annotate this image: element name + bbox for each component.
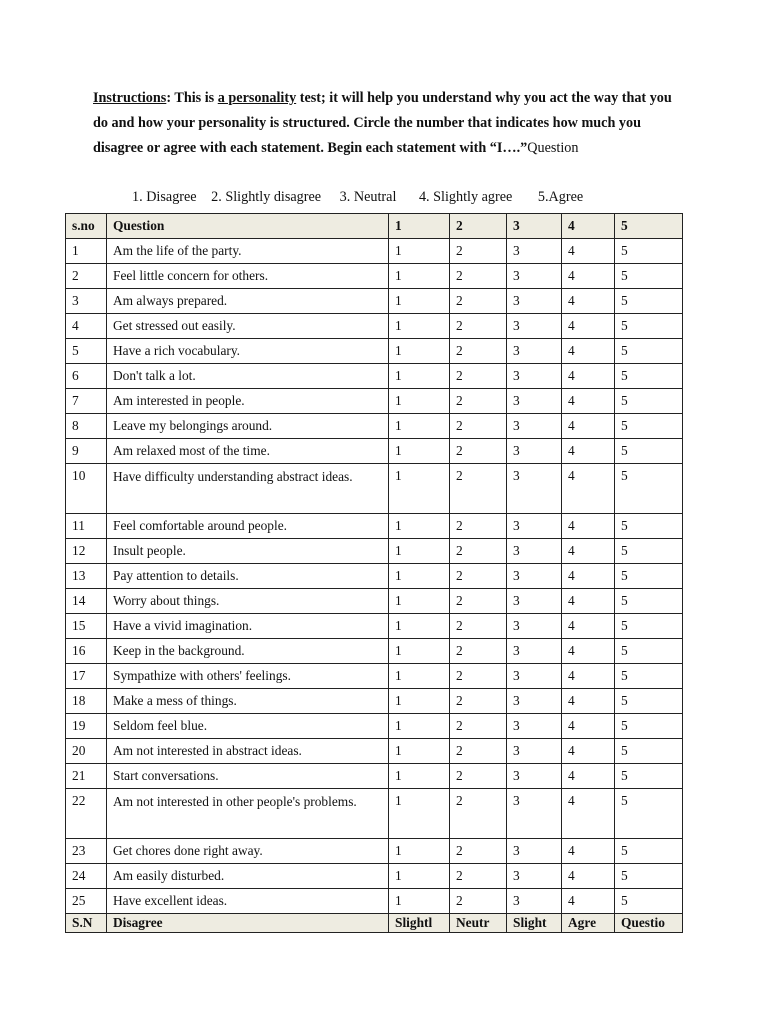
rating-option-cell[interactable]: 4	[562, 589, 615, 614]
row-number-cell: 12	[66, 539, 107, 564]
rating-option-cell[interactable]: 5	[615, 389, 683, 414]
row-number-cell: 3	[66, 289, 107, 314]
rating-option-cell[interactable]: 2	[450, 714, 507, 739]
rating-option-cell[interactable]: 4	[562, 339, 615, 364]
rating-option-cell[interactable]: 5	[615, 764, 683, 789]
instructions-tail: Question	[527, 140, 579, 156]
rating-option-cell[interactable]: 1	[389, 414, 450, 439]
rating-option-cell[interactable]: 2	[450, 739, 507, 764]
question-cell: Feel little concern for others.	[107, 264, 389, 289]
rating-option-cell[interactable]: 2	[450, 439, 507, 464]
row-number-cell: 21	[66, 764, 107, 789]
rating-scale-legend	[132, 187, 583, 207]
rating-option-cell[interactable]: 5	[615, 339, 683, 364]
rating-option-cell[interactable]: 4	[562, 864, 615, 889]
rating-option-cell[interactable]: 5	[615, 739, 683, 764]
header-cell: 3	[507, 214, 562, 239]
rating-option-cell[interactable]: 1	[389, 889, 450, 914]
rating-option-cell[interactable]: 4	[562, 564, 615, 589]
row-number-cell: 6	[66, 364, 107, 389]
table-row	[66, 864, 683, 889]
rating-option-cell[interactable]: 1	[389, 739, 450, 764]
row-number-cell: 17	[66, 664, 107, 689]
row-number-cell: 2	[66, 264, 107, 289]
table-row	[66, 839, 683, 864]
header-cell: 4	[562, 214, 615, 239]
rating-option-cell[interactable]: 4	[562, 639, 615, 664]
rating-option-cell[interactable]: 3	[507, 589, 562, 614]
rating-option-cell[interactable]: 3	[507, 464, 562, 514]
rating-option-cell[interactable]: 1	[389, 564, 450, 589]
question-cell: Sympathize with others' feelings.	[107, 664, 389, 689]
footer-cell: Slight	[507, 914, 562, 933]
table-row	[66, 389, 683, 414]
rating-option-cell[interactable]: 3	[507, 664, 562, 689]
rating-option-cell[interactable]: 5	[615, 839, 683, 864]
rating-option-cell[interactable]: 3	[507, 764, 562, 789]
instructions-paragraph	[93, 86, 683, 161]
rating-option-cell[interactable]: 3	[507, 339, 562, 364]
rating-option-cell[interactable]: 4	[562, 839, 615, 864]
table-row	[66, 614, 683, 639]
question-cell: Make a mess of things.	[107, 689, 389, 714]
row-number-cell: 22	[66, 789, 107, 839]
rating-option-cell[interactable]: 1	[389, 589, 450, 614]
rating-option-cell[interactable]: 3	[507, 714, 562, 739]
rating-option-cell[interactable]: 2	[450, 514, 507, 539]
rating-option-cell[interactable]: 4	[562, 739, 615, 764]
question-cell: Leave my belongings around.	[107, 414, 389, 439]
question-cell: Insult people.	[107, 539, 389, 564]
rating-option-cell[interactable]: 3	[507, 314, 562, 339]
table-header-row	[66, 214, 683, 239]
rating-option-cell[interactable]: 5	[615, 439, 683, 464]
footer-cell: Questio	[615, 914, 683, 933]
rating-option-cell[interactable]: 2	[450, 839, 507, 864]
rating-option-cell[interactable]: 4	[562, 314, 615, 339]
question-cell: Worry about things.	[107, 589, 389, 614]
header-cell: 5	[615, 214, 683, 239]
question-cell: Am always prepared.	[107, 289, 389, 314]
table-row	[66, 514, 683, 539]
rating-option-cell[interactable]: 5	[615, 889, 683, 914]
table-row	[66, 639, 683, 664]
rating-option-cell[interactable]: 4	[562, 689, 615, 714]
table-row	[66, 314, 683, 339]
rating-option-cell[interactable]: 5	[615, 464, 683, 514]
table-footer-row	[66, 914, 683, 933]
footer-cell: Slightl	[389, 914, 450, 933]
question-cell: Get stressed out easily.	[107, 314, 389, 339]
question-cell: Seldom feel blue.	[107, 714, 389, 739]
question-cell: Am the life of the party.	[107, 239, 389, 264]
table-row	[66, 439, 683, 464]
rating-option-cell[interactable]: 2	[450, 539, 507, 564]
rating-option-cell[interactable]: 1	[389, 314, 450, 339]
rating-option-cell[interactable]: 1	[389, 264, 450, 289]
rating-option-cell[interactable]: 5	[615, 289, 683, 314]
question-cell: Am not interested in abstract ideas.	[107, 739, 389, 764]
rating-option-cell[interactable]: 2	[450, 564, 507, 589]
table-row	[66, 414, 683, 439]
rating-option-cell[interactable]: 3	[507, 414, 562, 439]
rating-option-cell[interactable]: 1	[389, 664, 450, 689]
question-cell: Have a rich vocabulary.	[107, 339, 389, 364]
rating-option-cell[interactable]: 4	[562, 464, 615, 514]
rating-option-cell[interactable]: 5	[615, 714, 683, 739]
table-row	[66, 564, 683, 589]
rating-option-cell[interactable]: 5	[615, 614, 683, 639]
row-number-cell: 24	[66, 864, 107, 889]
rating-option-cell[interactable]: 3	[507, 564, 562, 589]
row-number-cell: 15	[66, 614, 107, 639]
rating-option-cell[interactable]: 1	[389, 464, 450, 514]
rating-option-cell[interactable]: 1	[389, 714, 450, 739]
rating-option-cell[interactable]: 1	[389, 839, 450, 864]
rating-option-cell[interactable]: 5	[615, 364, 683, 389]
rating-option-cell[interactable]: 4	[562, 714, 615, 739]
rating-option-cell[interactable]: 5	[615, 414, 683, 439]
rating-option-cell[interactable]: 4	[562, 414, 615, 439]
question-cell: Am interested in people.	[107, 389, 389, 414]
rating-option-cell[interactable]: 2	[450, 639, 507, 664]
table-row	[66, 464, 683, 514]
row-number-cell: 5	[66, 339, 107, 364]
rating-option-cell[interactable]: 2	[450, 614, 507, 639]
table-row	[66, 364, 683, 389]
question-cell: Get chores done right away.	[107, 839, 389, 864]
rating-option-cell[interactable]: 2	[450, 339, 507, 364]
rating-option-cell[interactable]: 2	[450, 664, 507, 689]
rating-option-cell[interactable]: 3	[507, 689, 562, 714]
rating-option-cell[interactable]: 2	[450, 864, 507, 889]
rating-option-cell[interactable]: 2	[450, 689, 507, 714]
rating-option-cell[interactable]: 1	[389, 514, 450, 539]
header-cell: 1	[389, 214, 450, 239]
table-row	[66, 889, 683, 914]
question-cell: Keep in the background.	[107, 639, 389, 664]
rating-option-cell[interactable]: 5	[615, 314, 683, 339]
table-row	[66, 239, 683, 264]
table-row	[66, 539, 683, 564]
table-row	[66, 339, 683, 364]
row-number-cell: 1	[66, 239, 107, 264]
rating-option-cell[interactable]: 2	[450, 889, 507, 914]
rating-option-cell[interactable]: 1	[389, 614, 450, 639]
header-cell: 2	[450, 214, 507, 239]
rating-option-cell[interactable]: 3	[507, 389, 562, 414]
row-number-cell: 10	[66, 464, 107, 514]
rating-option-cell[interactable]: 3	[507, 239, 562, 264]
rating-option-cell[interactable]: 1	[389, 639, 450, 664]
table-row	[66, 264, 683, 289]
rating-option-cell[interactable]: 2	[450, 764, 507, 789]
rating-option-cell[interactable]: 3	[507, 539, 562, 564]
rating-option-cell[interactable]: 1	[389, 389, 450, 414]
rating-option-cell[interactable]: 2	[450, 414, 507, 439]
rating-option-cell[interactable]: 3	[507, 439, 562, 464]
instructions-underlined: a personality	[217, 90, 297, 106]
rating-option-cell[interactable]: 2	[450, 464, 507, 514]
footer-cell: Neutr	[450, 914, 507, 933]
rating-option-cell[interactable]: 3	[507, 889, 562, 914]
rating-option-cell[interactable]: 3	[507, 839, 562, 864]
question-cell: Have a vivid imagination.	[107, 614, 389, 639]
question-cell: Have difficulty understanding abstract ideas.	[107, 464, 389, 514]
row-number-cell: 18	[66, 689, 107, 714]
row-number-cell: 11	[66, 514, 107, 539]
table-row	[66, 714, 683, 739]
rating-option-cell[interactable]: 4	[562, 239, 615, 264]
instructions-label: Instructions	[93, 90, 167, 106]
rating-option-cell[interactable]: 2	[450, 289, 507, 314]
rating-option-cell[interactable]: 1	[389, 289, 450, 314]
header-cell: s.no	[66, 214, 107, 239]
rating-option-cell[interactable]: 5	[615, 589, 683, 614]
rating-option-cell[interactable]: 1	[389, 864, 450, 889]
row-number-cell: 20	[66, 739, 107, 764]
rating-option-cell[interactable]: 1	[389, 689, 450, 714]
question-cell: Am not interested in other people's problems.	[107, 789, 389, 839]
question-cell: Feel comfortable around people.	[107, 514, 389, 539]
rating-option-cell[interactable]: 2	[450, 264, 507, 289]
table-row	[66, 789, 683, 839]
rating-option-cell[interactable]: 5	[615, 514, 683, 539]
row-number-cell: 23	[66, 839, 107, 864]
row-number-cell: 8	[66, 414, 107, 439]
rating-option-cell[interactable]: 4	[562, 539, 615, 564]
row-number-cell: 4	[66, 314, 107, 339]
rating-option-cell[interactable]: 3	[507, 514, 562, 539]
rating-option-cell[interactable]: 4	[562, 789, 615, 839]
rating-option-cell[interactable]: 1	[389, 789, 450, 839]
table-row	[66, 589, 683, 614]
rating-option-cell[interactable]: 2	[450, 789, 507, 839]
rating-option-cell[interactable]: 4	[562, 364, 615, 389]
row-number-cell: 19	[66, 714, 107, 739]
rating-option-cell[interactable]: 4	[562, 264, 615, 289]
rating-option-cell[interactable]: 2	[450, 239, 507, 264]
footer-cell: S.N	[66, 914, 107, 933]
rating-option-cell[interactable]: 4	[562, 664, 615, 689]
table-row	[66, 289, 683, 314]
rating-option-cell[interactable]: 1	[389, 339, 450, 364]
question-cell: Am easily disturbed.	[107, 864, 389, 889]
footer-cell: Disagree	[107, 914, 389, 933]
rating-option-cell[interactable]: 4	[562, 514, 615, 539]
instructions-text-1: This is	[171, 90, 218, 106]
table-row	[66, 764, 683, 789]
rating-option-cell[interactable]: 2	[450, 314, 507, 339]
instructions-colon: :	[166, 90, 172, 106]
rating-option-cell[interactable]: 4	[562, 439, 615, 464]
rating-option-cell[interactable]: 1	[389, 439, 450, 464]
rating-option-cell[interactable]: 5	[615, 239, 683, 264]
row-number-cell: 7	[66, 389, 107, 414]
table-row	[66, 664, 683, 689]
scale-option: 2. Slightly disagree	[211, 189, 322, 205]
row-number-cell: 13	[66, 564, 107, 589]
rating-option-cell[interactable]: 4	[562, 889, 615, 914]
rating-option-cell[interactable]: 5	[615, 664, 683, 689]
rating-option-cell[interactable]: 5	[615, 789, 683, 839]
question-cell: Don't talk a lot.	[107, 364, 389, 389]
questionnaire-table	[65, 213, 683, 933]
rating-option-cell[interactable]: 2	[450, 389, 507, 414]
rating-option-cell[interactable]: 5	[615, 564, 683, 589]
row-number-cell: 16	[66, 639, 107, 664]
row-number-cell: 25	[66, 889, 107, 914]
rating-option-cell[interactable]: 5	[615, 689, 683, 714]
scale-option: 5.Agree	[537, 189, 584, 205]
table-row	[66, 739, 683, 764]
instructions-text-2: test; it will help you understand why you act the way that you do and how your personality is structured. Circle the number that indicates how much you disagree or agree with each statement. Begin each statement with “I….”	[93, 90, 672, 156]
row-number-cell: 14	[66, 589, 107, 614]
rating-option-cell[interactable]: 1	[389, 539, 450, 564]
scale-option: 4. Slightly agree	[418, 189, 513, 205]
rating-option-cell[interactable]: 3	[507, 639, 562, 664]
rating-option-cell[interactable]: 3	[507, 614, 562, 639]
rating-option-cell[interactable]: 1	[389, 764, 450, 789]
rating-option-cell[interactable]: 5	[615, 864, 683, 889]
scale-option: 1. Disagree	[132, 189, 197, 205]
rating-option-cell[interactable]: 1	[389, 364, 450, 389]
row-number-cell: 9	[66, 439, 107, 464]
question-cell: Start conversations.	[107, 764, 389, 789]
rating-option-cell[interactable]: 2	[450, 589, 507, 614]
rating-option-cell[interactable]: 3	[507, 364, 562, 389]
rating-option-cell[interactable]: 3	[507, 739, 562, 764]
question-cell: Have excellent ideas.	[107, 889, 389, 914]
rating-option-cell[interactable]: 3	[507, 864, 562, 889]
rating-option-cell[interactable]: 3	[507, 789, 562, 839]
footer-cell: Agre	[562, 914, 615, 933]
table-row	[66, 689, 683, 714]
rating-option-cell[interactable]: 4	[562, 289, 615, 314]
rating-option-cell[interactable]: 4	[562, 614, 615, 639]
question-cell: Pay attention to details.	[107, 564, 389, 589]
rating-option-cell[interactable]: 2	[450, 364, 507, 389]
question-cell: Am relaxed most of the time.	[107, 439, 389, 464]
rating-option-cell[interactable]: 4	[562, 389, 615, 414]
rating-option-cell[interactable]: 3	[507, 264, 562, 289]
rating-option-cell[interactable]: 1	[389, 239, 450, 264]
rating-option-cell[interactable]: 3	[507, 289, 562, 314]
rating-option-cell[interactable]: 5	[615, 539, 683, 564]
rating-option-cell[interactable]: 5	[615, 264, 683, 289]
header-cell: Question	[107, 214, 389, 239]
rating-option-cell[interactable]: 5	[615, 639, 683, 664]
rating-option-cell[interactable]: 4	[562, 764, 615, 789]
scale-option: 3. Neutral	[339, 189, 397, 205]
